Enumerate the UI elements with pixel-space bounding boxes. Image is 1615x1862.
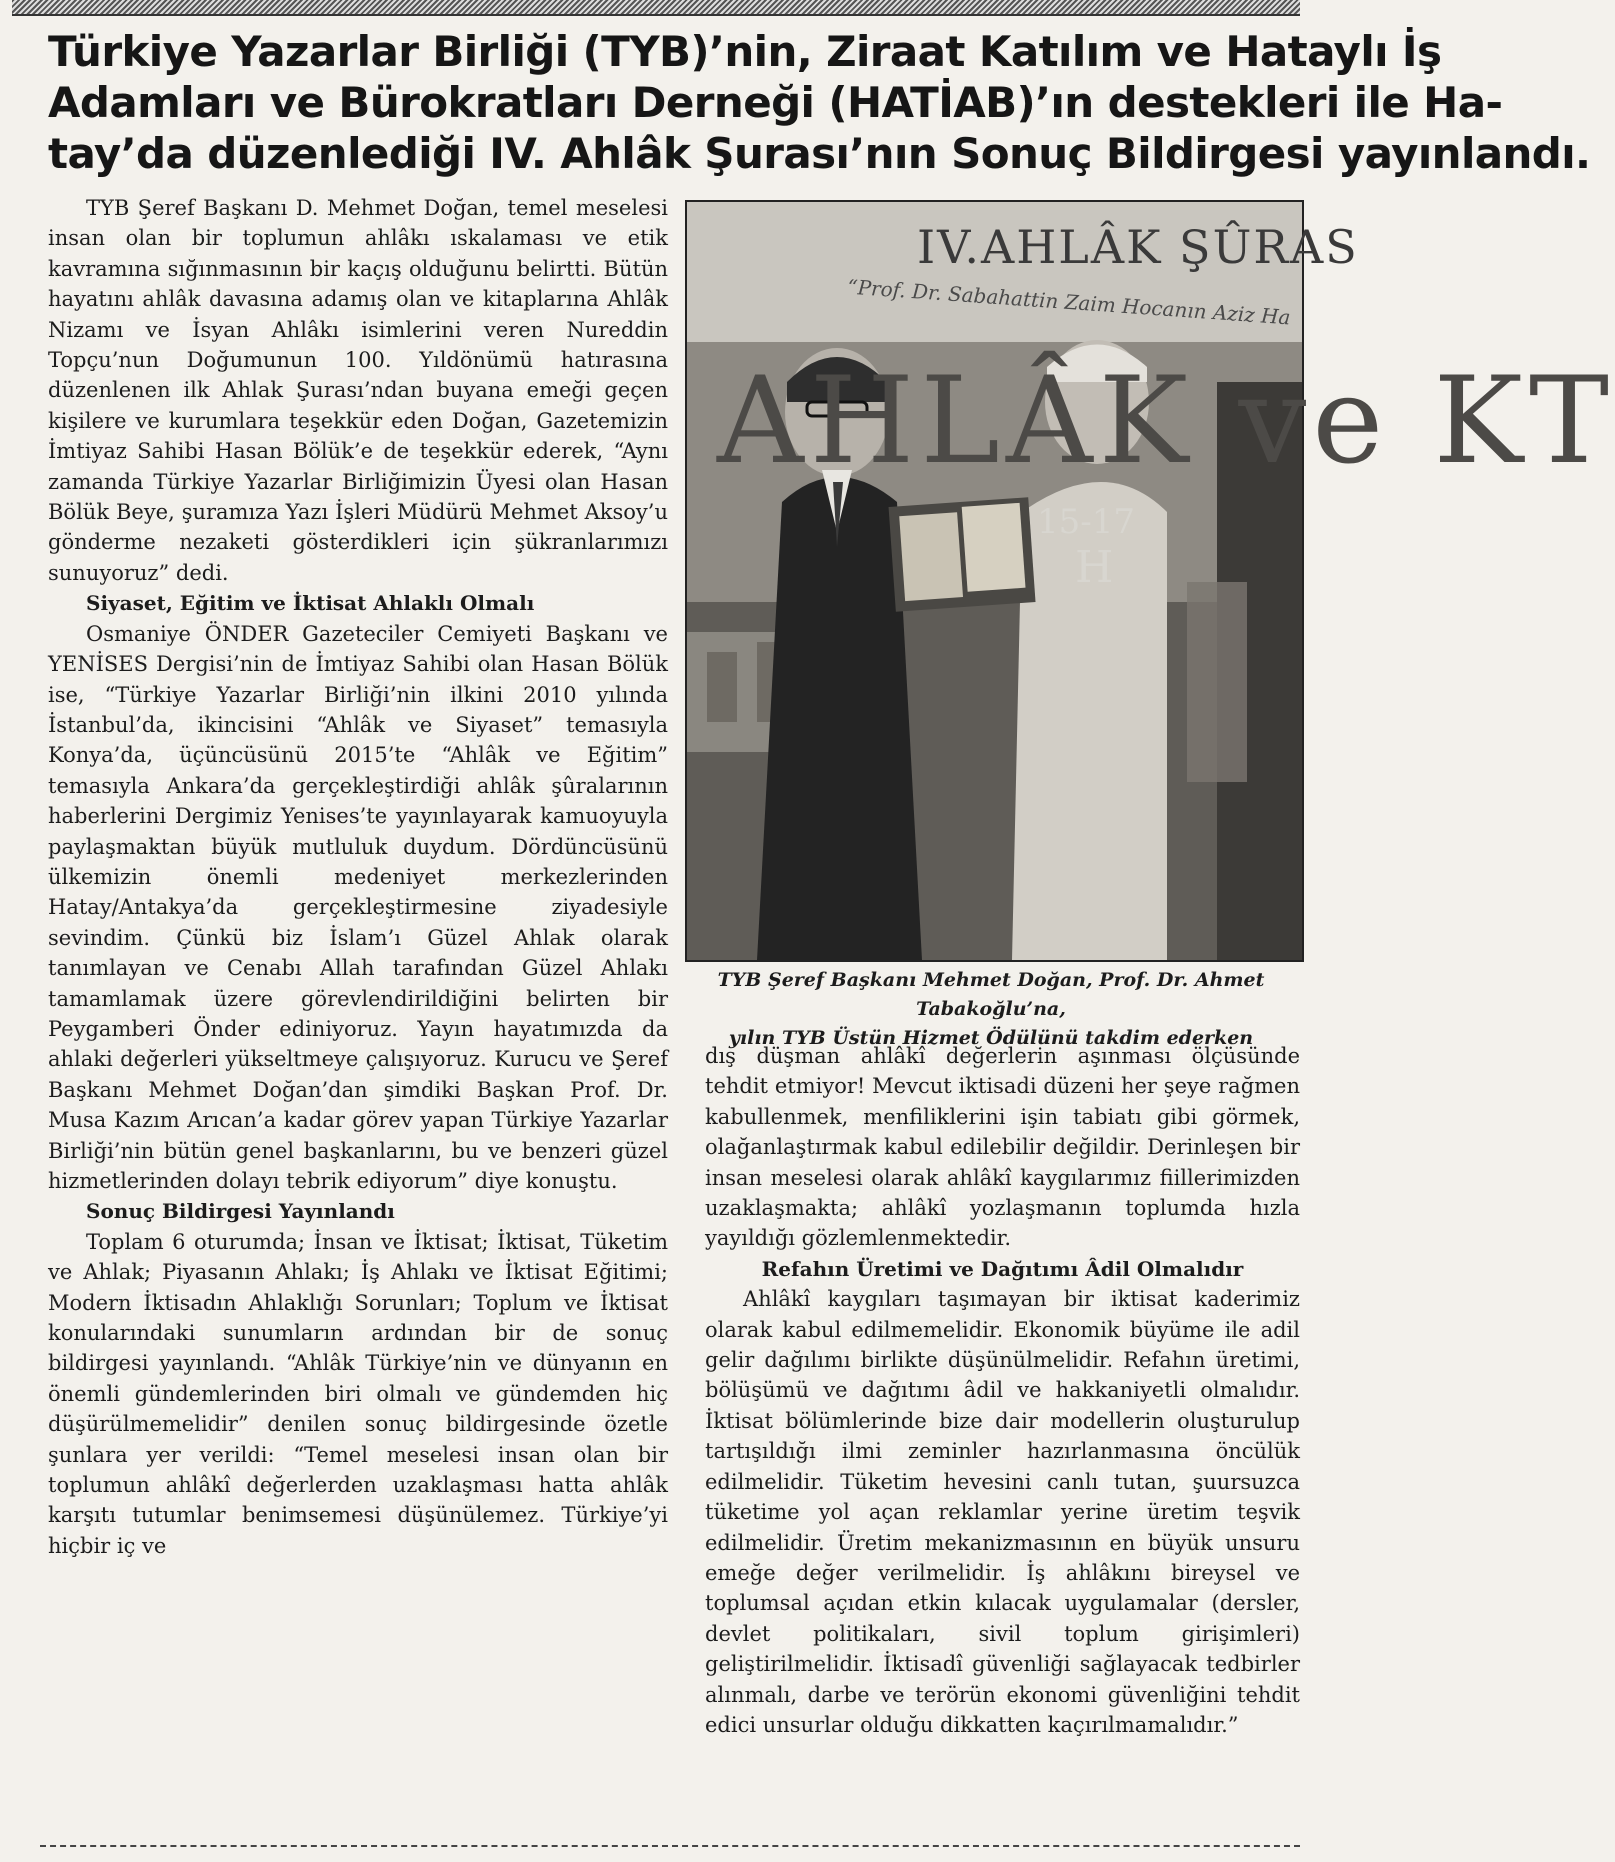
subheading-politics-education: Siyaset, Eğitim ve İktisat Ahlaklı Olmalı [86, 591, 535, 616]
headline-line-2: Adamları ve Bürokratları Derneği (HATİAB)’ın destekleri ile Ha- [48, 78, 1503, 127]
left-paragraph-3: Toplam 6 oturumda; İnsan ve İktisat; İktisat, Tüketim ve Ahlak; Piyasanın Ahlakı; İş Ahlakı ve İktisat Eğitimi; Modern İktisadın Ahlaklığı Sorunları; Toplum ve İktisat konularındaki sunumların ardından bir de sonuç bildirgesi yayınlandı. “Ahlâk Türkiye’nin ve dünyanın en önemli gündemlerinden biri olmalı ve gündemden hiç düşürülmemelidir” denilen sonuç bildirgesinde özetle şunlara yer verildi: “Temel meselesi insan olan bir toplumun ahlâkî değerlerden uzaklaşması hatta ahlâk karşıtı tutumlar benimsemesi düşünülemez. Türkiye’yi hiçbir iç ve [48, 1229, 668, 1558]
caption-line-1: TYB Şeref Başkanı Mehmet Doğan, Prof. Dr. Ahmet Tabakoğlu’na, [717, 969, 1265, 1020]
photo-caption [682, 966, 1300, 1053]
photo-banner-title: IV.AHLÂK ŞÛRAS [917, 220, 1359, 274]
photo-banner-subtitle: “Prof. Dr. Sabahattin Zaim Hocanın Aziz Ha [846, 274, 1292, 330]
headline [48, 26, 1591, 179]
headline-line-1: Türkiye Yazarlar Birliği (TYB)’nin, Ziraat Katılım ve Hataylı İş [48, 27, 1442, 76]
photo-banner-date: 15-17 [1037, 502, 1136, 542]
bottom-dashed-rule [40, 1845, 1300, 1847]
photo-banner-big-text: AHLÂK ve KT [717, 352, 1615, 491]
left-paragraph-2: Osmaniye ÖNDER Gazeteciler Cemiyeti Başkanı ve YENİSES Dergisi’nin de İmtiyaz Sahibi olan Hasan Bölük ise, “Türkiye Yazarlar Birliği’nin ilkini 2010 yılında İstanbul’da, ikincisini “Ahlâk ve Siyaset” temasıyla Konya’da, üçüncüsünü 2015’te “Ahlâk ve Eğitim” temasıyla Ankara’da gerçekleştirdiği ahlâk şûralarının haberlerini Dergimiz Yenises’te yayınlayarak kamuoyuyla paylaşmaktan büyük mutluluk duydum. Dördüncüsünü ülkemizin önemli medeniyet merkezlerinden Hatay/Antakya’da gerçekleştirmesine ziyadesiyle sevindim. Çünkü biz İslam’ı Güzel Ahlak olarak tanımlayan ve Cenabı Allah tarafından Güzel Ahlakı tamamlamak üzere görevlendirildiğini belirten bir Peygamberi Önder ediniyoruz. Yayın hayatımızda da ahlaki değerleri yükseltmeye çalışıyoruz. Kurucu ve Şeref Başkanı Mehmet Doğan’dan şimdiki Başkan Prof. Dr. Musa Kazım Arıcan’a kadar görev yapan Türkiye Yazarlar Birliği’nin bütün genel başkanlarını, bu ve benzeri güzel hizmetlerinden dolayı tebrik ediyorum” diye konuştu. [48, 621, 668, 1193]
subheading-declaration: Sonuç Bildirgesi Yayınlandı [86, 1199, 395, 1224]
right-paragraph-2: Ahlâkî kaygıları taşımayan bir iktisat kaderimiz olarak kabul edilmemelidir. Ekonomik büyüme ile adil gelir dağılımı birlikte düşünülmelidir. Refahın üretimi, bölüşümü ve dağıtımı âdil ve hakkaniyetli olmalıdır. İktisat bölümlerinde bize dair modellerin oluşturulup tartışıldığı ilmi zeminler hazırlanmasına öncülük edilmelidir. Tüketim hevesini canlı tutan, şuursuzca tüketime yol açan reklamlar yerine üretim teşvik edilmelidir. Üretim mekanizmasının en büyük unsuru emeğe değer verilmelidir. İş ahlâkını bireysel ve toplumsal açıdan etkin kılacak uygulamalar (dersler, devlet politikaları, sivil toplum girişimleri) geliştirilmelidir. İktisadî güvenliği sağlayacak tedbirler alınmalı, darbe ve terörün ekonomi güvenliğini tehdit edici unsurlar olduğu dikkatten kaçırılmamalıdır.” [705, 1287, 1300, 1737]
right-paragraph-1: dış düşman ahlâkî değerlerin aşınması ölçüsünde tehdit etmiyor! Mevcut iktisadi düzeni her şeye rağmen kabullenmek, menfiliklerini işin tabiatı gibi görmek, olağanlaştırmak kabul edilebilir değildir. Derinleşen bir insan meselesi olarak ahlâkî kaygılarımız fiillerimizden uzaklaşmakta; ahlâkî yozlaşmanın toplumda hızla yayıldığı gözlemlenmektedir. [705, 1044, 1300, 1251]
photo-banner-letter: H [1075, 542, 1114, 593]
left-column [48, 193, 668, 1561]
caption-line-2: yılın TYB Üstün Hizmet Ödülünü takdim ederken [728, 1027, 1254, 1049]
left-paragraph-1: TYB Şeref Başkanı D. Mehmet Doğan, temel meselesi insan olan bir toplumun ahlâkı ıskalaması ve etik kavramına sığınmasının bir kaçış olduğunu belirtti. Bütün hayatını ahlâk davasına adamış olan ve kitaplarına Ahlâk Nizamı ve İsyan Ahlâkı isimlerini veren Nureddin Topçu’nun Doğumunun 100. Yıldönümü hatırasına düzenlenen ilk Ahlak Şurası’ndan buyana emeği geçen kişilere ve kurumlara teşekkür eden Doğan, Gazetemizin İmtiyaz Sahibi Hasan Bölük’e de teşekkür ederek, “Aynı zamanda Türkiye Yazarlar Birliğimizin Üyesi olan Hasan Bölük Beye, şuramıza Yazı İşleri Müdürü Mehmet Aksoy’u gönderme nezaketi gösterdikleri için şükranlarımızı sunuyoruz” dedi. [48, 196, 668, 585]
award-photo [685, 200, 1615, 962]
top-border-rule [12, 0, 1300, 16]
right-column [705, 1041, 1300, 1740]
subheading-welfare: Refahın Üretimi ve Dağıtımı Âdil Olmalıdır [761, 1256, 1244, 1281]
headline-line-3: tay’da düzenlediği IV. Ahlâk Şurası’nın Sonuç Bildirgesi yayınlandı. [48, 129, 1591, 178]
